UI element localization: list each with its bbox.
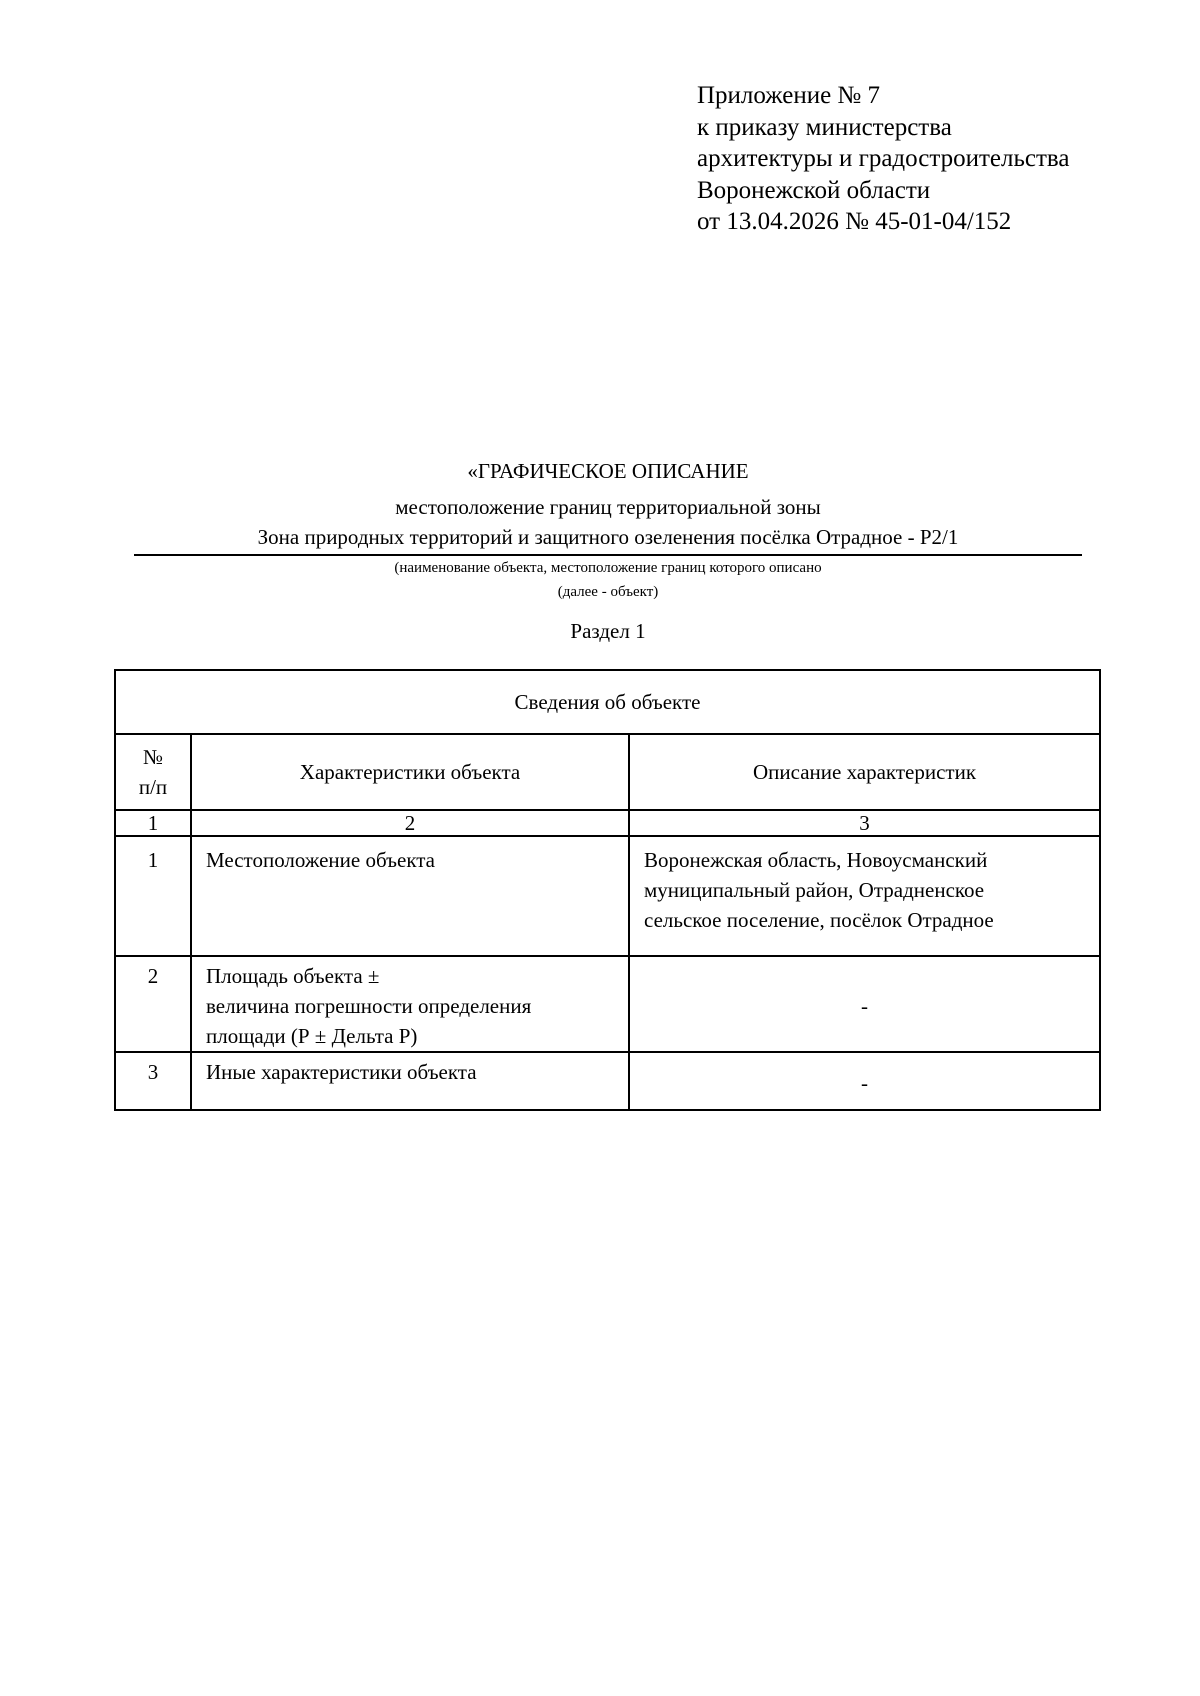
appendix-line: Воронежской области <box>697 176 931 204</box>
row-characteristic-line: площади (Р ± Дельта Р) <box>206 1024 418 1048</box>
row-number: 3 <box>115 1052 191 1110</box>
table-row <box>115 1052 1100 1110</box>
appendix-line: Приложение № 7 <box>697 82 881 109</box>
object-name-hint-2: (далее - объект) <box>557 584 659 600</box>
document-heading: «ГРАФИЧЕСКОЕ ОПИСАНИЕ <box>467 459 749 483</box>
row-description-line: муниципальный район, Отрадненское <box>644 878 985 902</box>
appendix-header <box>697 80 1069 238</box>
row-description: - <box>629 956 1100 1052</box>
appendix-line: к приказу министерства <box>697 113 952 141</box>
table-row <box>115 836 1100 956</box>
section-label: Раздел 1 <box>570 619 646 643</box>
header-num <box>115 734 191 810</box>
row-characteristic <box>191 956 629 1052</box>
column-number: 1 <box>115 810 191 836</box>
document-subheading: местоположение границ территориальной зоны <box>395 495 821 519</box>
row-characteristic <box>191 836 629 956</box>
table-caption-row <box>115 670 1100 734</box>
row-characteristic-line: Иные характеристики объекта <box>206 1060 477 1084</box>
column-number-row <box>115 810 1100 836</box>
header-num-line1: № <box>142 745 164 769</box>
header-num-line2: п/п <box>138 775 168 799</box>
object-name-hint: (наименование объекта, местоположение границ которого описано <box>394 560 822 576</box>
table-caption: Сведения об объекте <box>115 670 1100 734</box>
appendix-line: от 13.04.2026 № 45-01-04/152 <box>697 208 1012 235</box>
row-number: 1 <box>115 836 191 956</box>
row-description: - <box>629 1052 1100 1110</box>
row-description <box>629 836 1100 956</box>
object-name: Зона природных территорий и защитного озеленения посёлка Отрадное - Р2/1 <box>134 522 1082 556</box>
object-info-table <box>114 669 1101 1111</box>
header-description: Описание характеристик <box>629 734 1100 810</box>
row-characteristic-line: величина погрешности определения <box>206 994 532 1018</box>
row-characteristic-line: Площадь объекта ± <box>206 964 380 988</box>
table-row <box>115 956 1100 1052</box>
appendix-line: архитектуры и градостроительства <box>697 145 1070 172</box>
row-characteristic <box>191 1052 629 1110</box>
table-header-row <box>115 734 1100 810</box>
column-number: 3 <box>629 810 1100 836</box>
title-block <box>134 456 1082 646</box>
row-description-line: Воронежская область, Новоусманский <box>644 848 988 872</box>
header-characteristics: Характеристики объекта <box>191 734 629 810</box>
row-description-line: сельское поселение, посёлок Отрадное <box>644 908 994 932</box>
column-number: 2 <box>191 810 629 836</box>
row-characteristic-line: Местоположение объекта <box>206 848 436 872</box>
row-number: 2 <box>115 956 191 1052</box>
